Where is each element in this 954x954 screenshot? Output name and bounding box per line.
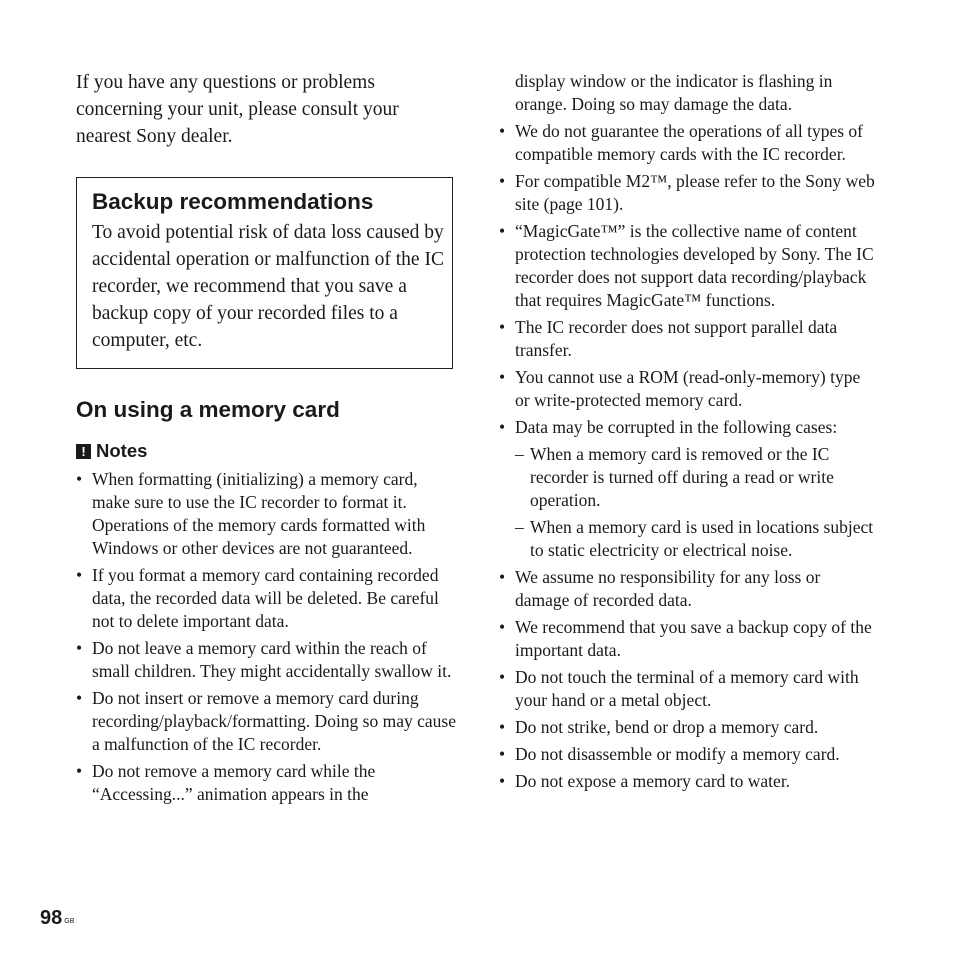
list-item: • Do not remove a memory card while the “Accessing...” animation appears in the bbox=[76, 760, 456, 806]
section-title: On using a memory card bbox=[76, 397, 340, 422]
list-item: • Do not insert or remove a memory card during recording/playback/formatting. Doing so may cause a malfunction of the IC recorder. bbox=[76, 687, 456, 756]
dash-item: – When a memory card is removed or the IC recorder is turned off during a read or write operation. bbox=[515, 443, 879, 512]
backup-recommendations-box bbox=[76, 177, 453, 369]
right-notes-list bbox=[499, 70, 879, 797]
list-item-continued: display window or the indicator is flashing in orange. Doing so may damage the data. bbox=[515, 71, 833, 114]
intro-paragraph: If you have any questions or problems concerning your unit, please consult your nearest Sony dealer. bbox=[76, 72, 399, 147]
notes-label: Notes bbox=[96, 440, 148, 461]
list-item: • Do not strike, bend or drop a memory card. bbox=[499, 716, 879, 739]
list-item: • For compatible M2™, please refer to the Sony web site (page 101). bbox=[499, 170, 879, 216]
list-item: • We assume no responsibility for any loss or damage of recorded data. bbox=[499, 566, 879, 612]
list-item: • Do not expose a memory card to water. bbox=[499, 770, 879, 793]
list-item: • “MagicGate™” is the collective name of content protection technologies developed by Sony. The IC recorder does not support data recording/playback that requires MagicGate™ functions. bbox=[499, 220, 879, 312]
list-item: • If you format a memory card containing recorded data, the recorded data will be deleted. Be careful not to delete important data. bbox=[76, 564, 456, 633]
page-region-suffix: GB bbox=[64, 918, 75, 925]
backup-text: To avoid potential risk of data loss caused by accidental operation or malfunction of the IC recorder, we recommend that you save a backup copy of your recorded files to a computer, etc. bbox=[92, 222, 444, 351]
list-item: • Do not disassemble or modify a memory card. bbox=[499, 743, 879, 766]
list-item: • Do not touch the terminal of a memory card with your hand or a metal object. bbox=[499, 666, 879, 712]
list-item: • When formatting (initializing) a memory card, make sure to use the IC recorder to format it. Operations of the memory cards formatted with Windows or other devices are not guaranteed. bbox=[76, 468, 456, 560]
corruption-cases-list bbox=[515, 443, 879, 562]
left-notes-list bbox=[76, 468, 456, 810]
dash-item: – When a memory card is used in locations subject to static electricity or electrical noise. bbox=[515, 516, 879, 562]
notes-icon: ! bbox=[76, 444, 91, 459]
corruption-intro: Data may be corrupted in the following cases: bbox=[515, 417, 838, 437]
list-item: • We recommend that you save a backup copy of the important data. bbox=[499, 616, 879, 662]
list-item: • The IC recorder does not support parallel data transfer. bbox=[499, 316, 879, 362]
list-item: • You cannot use a ROM (read-only-memory) type or write-protected memory card. bbox=[499, 366, 879, 412]
page-number-value: 98 bbox=[40, 907, 63, 929]
list-item: • We do not guarantee the operations of all types of compatible memory cards with the IC recorder. bbox=[499, 120, 879, 166]
list-item: • Do not leave a memory card within the reach of small children. They might accidentally swallow it. bbox=[76, 637, 456, 683]
page-number bbox=[40, 906, 74, 930]
backup-title: Backup recommendations bbox=[92, 189, 374, 214]
list-item-corruption bbox=[499, 416, 879, 562]
notes-heading bbox=[76, 439, 147, 463]
